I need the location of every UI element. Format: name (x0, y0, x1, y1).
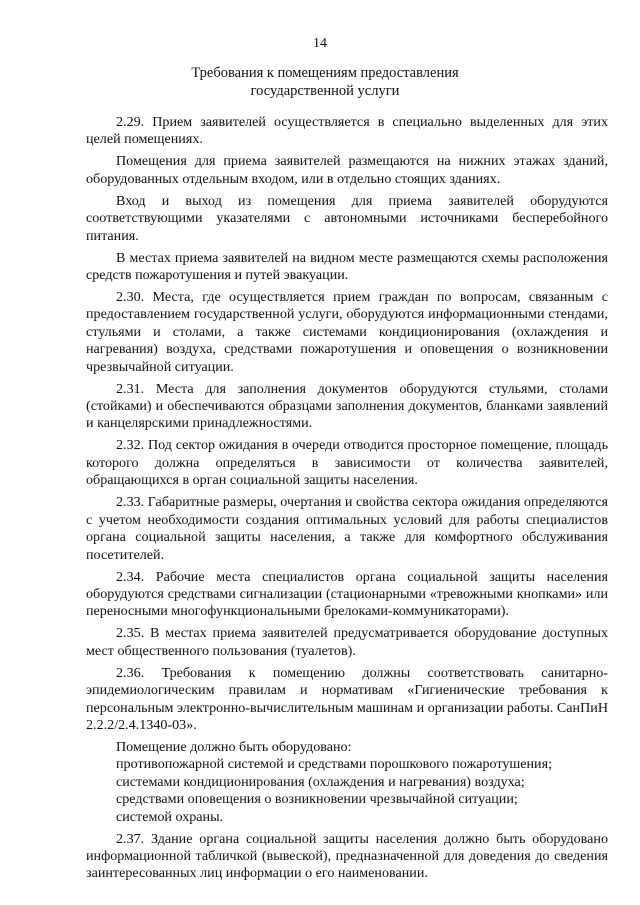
list-item: системами кондиционирования (охлаждения и нагревания) воздуха; (116, 773, 525, 790)
paragraph-2-34: 2.34. Рабочие места специалистов органа социальной защиты населения оборудуются средствами сигнализации (стационарными «тревожными кнопками» или переносными многофункциональными брелоками-коммуникаторами). (86, 568, 608, 620)
paragraph-2-32: 2.32. Под сектор ожидания в очереди отводится просторное помещение, площадь которого должна определяться в зависимости от количества заявителей, обращающихся в орган социальной защиты населения. (86, 437, 608, 489)
paragraph-2-36: 2.36. Требования к помещению должны соответствовать санитарно-эпидемиологическим правилам и нормативам «Гигиенические требования к персональным электронно-вычислительным машинам и организации работы. СанПиН 2.2.2/2.4.1340-03». (86, 664, 608, 733)
paragraph-2-31: 2.31. Места для заполнения документов оборудуются стульями, столами (стойками) и обеспечиваются образцами заполнения документов, бланками заявлений и канцелярскими принадлежностями. (86, 380, 608, 432)
section-title: Требования к помещениям предоставления государственной услуги (191, 65, 459, 99)
list-item: противопожарной системой и средствами порошкового пожаротушения; (116, 756, 552, 773)
paragraph-premises-location: Помещения для приема заявителей размещаются на нижних этажах зданий, оборудованных отдельным входом, или в отдельно стоящих зданиях. (86, 153, 608, 187)
list-item: средствами оповещения о возникновении чрезвычайной ситуации; (116, 791, 518, 808)
paragraph-evacuation-schemes: В местах приема заявителей на видном месте размещаются схемы расположения средств пожаротушения и путей эвакуации. (86, 249, 608, 284)
paragraph-2-30: 2.30. Места, где осуществляется прием граждан по вопросам, связанным с предоставлением государственной услуги, оборудуются информационными стендами, стульями и столами, а также системами кондиционирования (охлаждения и нагревания) воздуха, средствами пожаротушения и оповещения о возникновении чрезвычайной ситуации. (86, 289, 608, 375)
paragraph-2-35: 2.35. В местах приема заявителей предусматривается оборудование доступных мест общественного пользования (туалетов). (86, 625, 608, 659)
paragraph-2-33: 2.33. Габаритные размеры, очертания и свойства сектора ожидания определяются с учетом необходимости создания оптимальных условий для работы специалистов органа социальной защиты населения, а также для комфортного обслуживания посетителей. (86, 494, 608, 563)
equipment-list-intro: Помещение должно быть оборудовано: (116, 738, 352, 755)
page-number: 14 (313, 36, 327, 51)
paragraph-2-29: 2.29. Прием заявителей осуществляется в специально выделенных для этих целей помещениях. (86, 114, 608, 148)
document-body (86, 114, 608, 887)
paragraph-entrance-signs: Вход и выход из помещения для приема заявителей оборудуются соответствующими указателями с автономными источниками бесперебойного питания. (86, 192, 608, 244)
list-item: системой охраны. (116, 808, 224, 825)
paragraph-2-37: 2.37. Здание органа социальной защиты населения должно быть оборудовано информационной табличкой (вывеской), предназначенной для доведения до сведения заинтересованных лиц информации о его наименовании. (86, 830, 608, 882)
